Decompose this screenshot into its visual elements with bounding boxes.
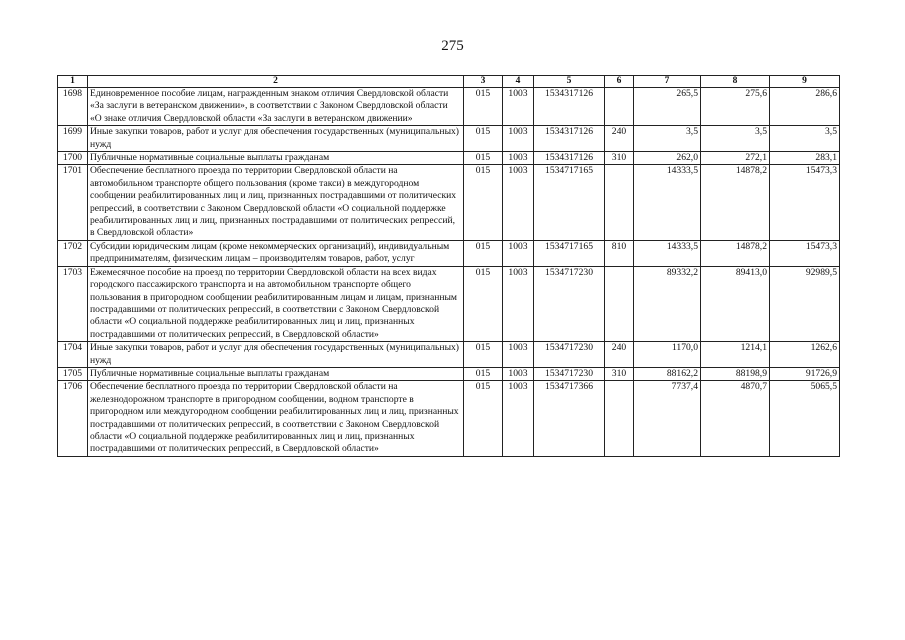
column-header: 2 [88, 76, 464, 88]
row-code: 1700 [58, 152, 88, 165]
row-col3: 015 [464, 240, 503, 266]
row-description: Единовременное пособие лицам, награжденным знаком отличия Свердловской области «За заслуги в ветеранском движении», в соответствии с Законом Свердловской области «О знаке отличия Свердловской области «За заслуги в ветеранском движении» [88, 88, 464, 126]
row-col3: 015 [464, 266, 503, 341]
row-col4: 1003 [503, 126, 534, 152]
row-col4: 1003 [503, 381, 534, 456]
row-col8: 272,1 [701, 152, 770, 165]
column-header: 4 [503, 76, 534, 88]
row-description: Иные закупки товаров, работ и услуг для обеспечения государственных (муниципальных) нужд [88, 342, 464, 368]
row-col6: 310 [605, 152, 634, 165]
row-col7: 262,0 [634, 152, 701, 165]
row-col3: 015 [464, 367, 503, 380]
row-col4: 1003 [503, 367, 534, 380]
row-col7: 1170,0 [634, 342, 701, 368]
row-col8: 3,5 [701, 126, 770, 152]
column-header: 3 [464, 76, 503, 88]
column-header: 8 [701, 76, 770, 88]
row-col7: 3,5 [634, 126, 701, 152]
row-col6: 240 [605, 126, 634, 152]
row-col6 [605, 165, 634, 240]
row-code: 1706 [58, 381, 88, 456]
row-col5: 1534717165 [534, 165, 605, 240]
column-header: 5 [534, 76, 605, 88]
row-col5: 1534717230 [534, 266, 605, 341]
row-col8: 14878,2 [701, 165, 770, 240]
row-col6 [605, 88, 634, 126]
row-col3: 015 [464, 381, 503, 456]
row-col5: 1534317126 [534, 88, 605, 126]
row-col4: 1003 [503, 240, 534, 266]
row-col3: 015 [464, 88, 503, 126]
table-row [58, 381, 840, 456]
row-code: 1705 [58, 367, 88, 380]
table-row [58, 152, 840, 165]
table-header-row [58, 76, 840, 88]
row-col5: 1534717366 [534, 381, 605, 456]
row-col5: 1534317126 [534, 152, 605, 165]
row-col6: 240 [605, 342, 634, 368]
row-col6: 810 [605, 240, 634, 266]
row-code: 1704 [58, 342, 88, 368]
row-description: Обеспечение бесплатного проезда по территории Свердловской области на железнодорожном транспорте в пригородном сообщении, водном транспорте в пригородном или междугородном сообщении реабилитированных лиц и лиц, признанных пострадавшими от политических репрессий, в соответствии с Законом Свердловской области «О социальной поддержке реабилитированных лиц и лиц, признанных пострадавшими от политических репрессий, в Свердловской области» [88, 381, 464, 456]
column-header: 1 [58, 76, 88, 88]
row-col4: 1003 [503, 165, 534, 240]
row-col3: 015 [464, 342, 503, 368]
row-col9: 92989,5 [770, 266, 840, 341]
row-col8: 89413,0 [701, 266, 770, 341]
row-col4: 1003 [503, 342, 534, 368]
row-col7: 14333,5 [634, 240, 701, 266]
table-row [58, 126, 840, 152]
row-col3: 015 [464, 152, 503, 165]
row-col9: 283,1 [770, 152, 840, 165]
row-col9: 91726,9 [770, 367, 840, 380]
column-header: 7 [634, 76, 701, 88]
row-description: Обеспечение бесплатного проезда по территории Свердловской области на автомобильном транспорте общего пользования (кроме такси) в междугородном сообщении реабилитированных лиц и лиц, признанных пострадавшими от политических репрессий, в соответствии с Законом Свердловской области «О социальной поддержке реабилитированных лиц и лиц, признанных пострадавшими от политических репрессий, в Свердловской области» [88, 165, 464, 240]
row-col5: 1534317126 [534, 126, 605, 152]
column-header: 6 [605, 76, 634, 88]
row-code: 1701 [58, 165, 88, 240]
row-col8: 88198,9 [701, 367, 770, 380]
row-col8: 14878,2 [701, 240, 770, 266]
row-col7: 88162,2 [634, 367, 701, 380]
row-col8: 1214,1 [701, 342, 770, 368]
row-col6: 310 [605, 367, 634, 380]
row-col6 [605, 381, 634, 456]
row-col4: 1003 [503, 266, 534, 341]
row-col5: 1534717165 [534, 240, 605, 266]
column-header: 9 [770, 76, 840, 88]
row-code: 1699 [58, 126, 88, 152]
row-col8: 4870,7 [701, 381, 770, 456]
table-row [58, 266, 840, 341]
row-code: 1703 [58, 266, 88, 341]
row-col9: 3,5 [770, 126, 840, 152]
row-col4: 1003 [503, 152, 534, 165]
row-col3: 015 [464, 165, 503, 240]
row-col7: 14333,5 [634, 165, 701, 240]
row-col5: 1534717230 [534, 367, 605, 380]
table-row [58, 367, 840, 380]
table-row [58, 240, 840, 266]
table-row [58, 88, 840, 126]
row-col4: 1003 [503, 88, 534, 126]
row-col9: 15473,3 [770, 165, 840, 240]
table-body [58, 88, 840, 457]
row-col3: 015 [464, 126, 503, 152]
row-col7: 7737,4 [634, 381, 701, 456]
page-number: 275 [441, 38, 464, 54]
row-code: 1698 [58, 88, 88, 126]
row-col5: 1534717230 [534, 342, 605, 368]
row-description: Ежемесячное пособие на проезд по территории Свердловской области на всех видах городского пассажирского транспорта и на автомобильном транспорте общего пользования в пригородном сообщении реабилитированным лицам и лицам, признанным пострадавшими от политических репрессий, в соответствии с Законом Свердловской области «О социальной поддержке реабилитированных лиц и лиц, признанных пострадавшими от политических репрессий, в Свердловской области» [88, 266, 464, 341]
row-col9: 286,6 [770, 88, 840, 126]
row-code: 1702 [58, 240, 88, 266]
row-description: Публичные нормативные социальные выплаты гражданам [88, 152, 464, 165]
row-description: Иные закупки товаров, работ и услуг для обеспечения государственных (муниципальных) нужд [88, 126, 464, 152]
row-description: Субсидии юридическим лицам (кроме некоммерческих организаций), индивидуальным предпринимателям, физическим лицам – производителям товаров, работ, услуг [88, 240, 464, 266]
table-row [58, 165, 840, 240]
row-col9: 5065,5 [770, 381, 840, 456]
row-description: Публичные нормативные социальные выплаты гражданам [88, 367, 464, 380]
table-row [58, 342, 840, 368]
row-col9: 15473,3 [770, 240, 840, 266]
row-col7: 265,5 [634, 88, 701, 126]
row-col8: 275,6 [701, 88, 770, 126]
row-col9: 1262,6 [770, 342, 840, 368]
row-col6 [605, 266, 634, 341]
budget-table [57, 75, 840, 457]
row-col7: 89332,2 [634, 266, 701, 341]
